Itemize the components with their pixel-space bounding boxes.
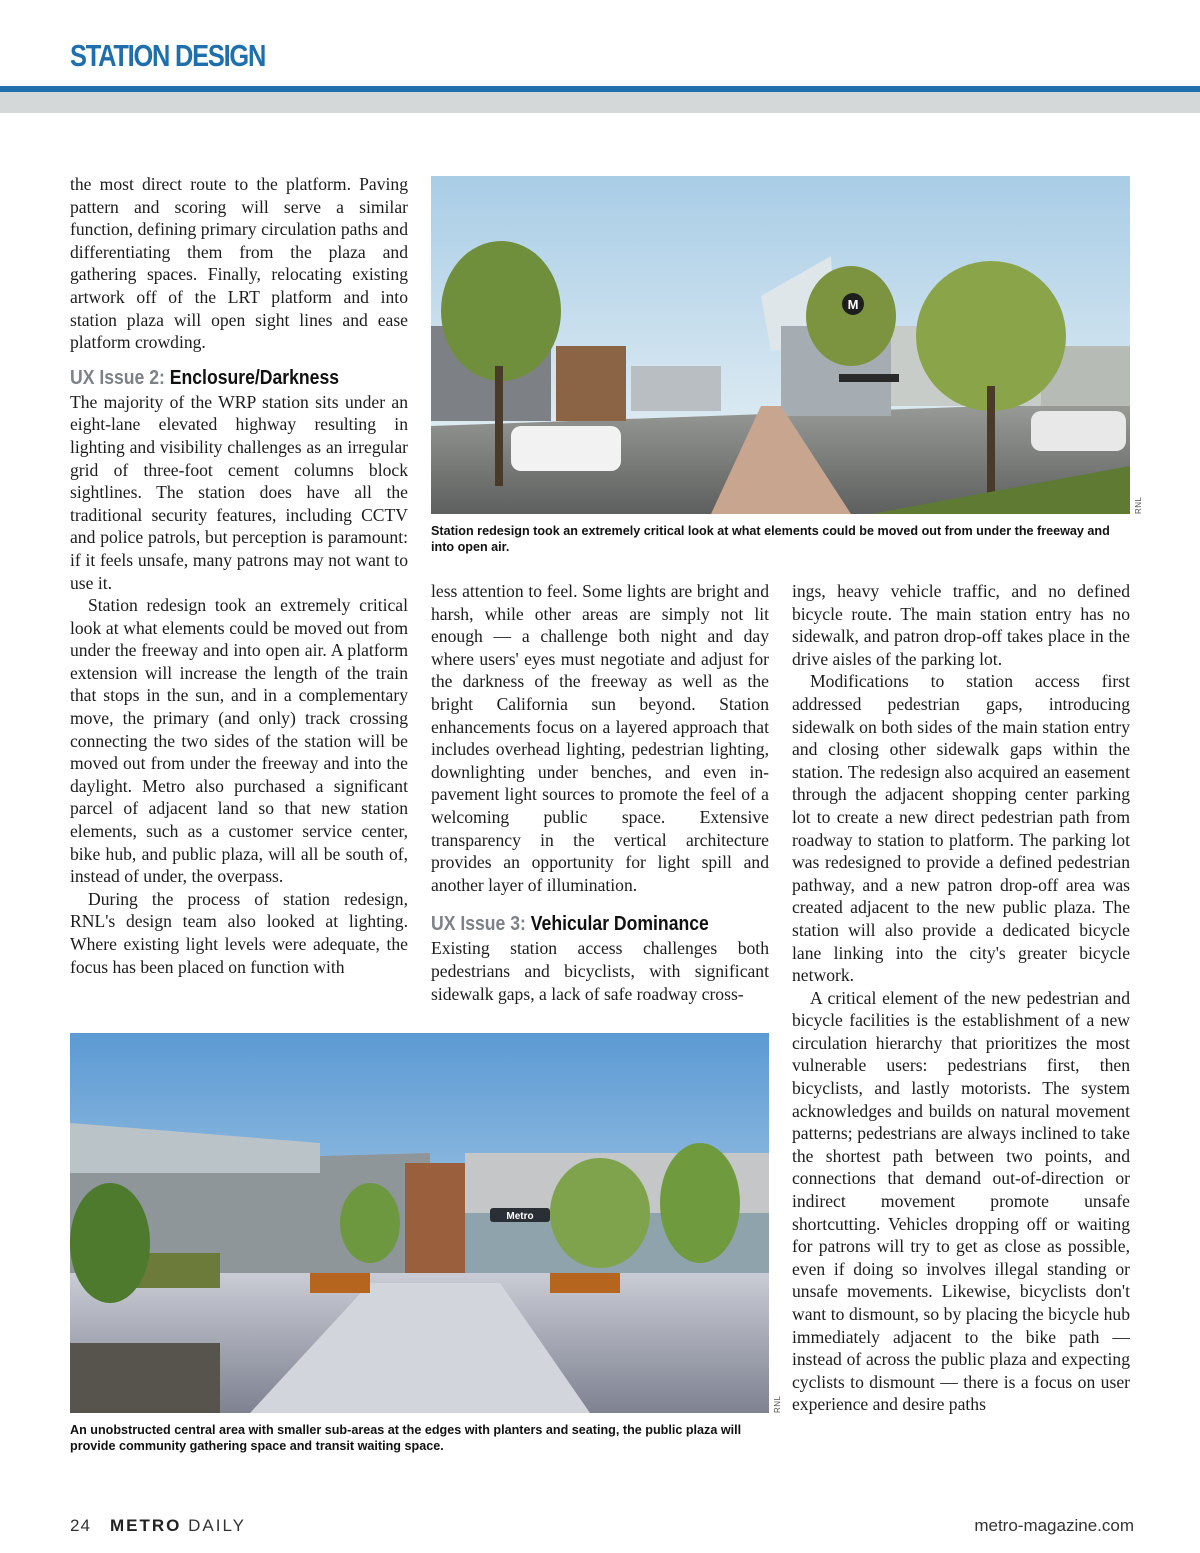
brand-light: DAILY [188, 1516, 246, 1535]
subhead-ux-issue-2 [70, 366, 367, 390]
paragraph: the most direct route to the platform. Paving pattern and scoring will serve a similar function, defining primary circulation paths and differentiating them from the plaza and gathering spaces. Finally, relocating existing artwork off of the LRT platform and into station plaza will open sight lines and ease platform crowding. [70, 174, 408, 353]
paragraph: Station redesign took an extremely critical look at what elements could be moved out from under the freeway and into open air. A platform extension will increase the length of the train that stops in the sun, and in a complementary move, the primary (and only) track crossing connecting the two sides of the station will be moved out from under the freeway and into the daylight. Metro also purchased a significant parcel of adjacent land so that new station elements, such as a customer service center, bike hub, and public plaza, will all be south of, instead of under, the overpass. [70, 595, 408, 887]
public-plaza-rendering-image [70, 1033, 769, 1413]
paragraph: Modifications to station access first addressed pedestrian gaps, introducing sidewalk on both sides of the main station entry and closing other sidewalk gaps within the station. The redesign also acquired an easement through the adjacent shopping center parking lot to create a new direct pedestrian path from roadway to station to platform. The parking lot was redesigned to provide a defined pedestrian pathway, and a new patron drop-off area was created adjacent to the new public plaza. The station will also provide a dedicated bicycle lane linking into the city's greater bicycle network. [792, 671, 1130, 986]
paragraph: Existing station access challenges both pedestrians and bicyclists, with significant sidewalk gaps, a lack of safe roadway cross- [431, 938, 769, 1004]
paragraph: ings, heavy vehicle traffic, and no defined bicycle route. The main station entry has no sidewalk, and patron drop-off takes place in the drive aisles of the parking lot. [792, 581, 1130, 669]
subhead-ux-issue-3 [431, 912, 728, 936]
metro-sign-letter: M [847, 297, 859, 312]
article-column-1 [70, 173, 408, 978]
subhead-title: Enclosure/Darkness [169, 366, 340, 389]
paragraph: A critical element of the new pedestrian and bicycle facilities is the establishment of a new circulation hierarchy that prioritizes the most vulnerable users: pedestrians first, then bicyclists, and lastly motorists. The system acknowledges and builds on natural movement patterns; pedestrians are always inclined to take the shortest path between two points, and connections that demand out-of-direction or indirect movement promote unsafe shortcutting. Vehicles dropping off or waiting for patrons will try to get as close as possible, even if doing so involves illegal standing or unsafe movements. Likewise, bicyclists don't want to dismount, so by placing the bicycle hub immediately adjacent to the bike path — instead of across the public plaza and expecting cyclists to dismount — there is a focus on user experience and desire paths [792, 987, 1130, 1415]
subhead-number: UX Issue 3: [431, 913, 526, 936]
photo-credit: RNL [773, 1395, 782, 1413]
paragraph: During the process of station redesign, RNL's design team also looked at lighting. Where existing light levels were adequate, the focus has been placed on function with [70, 888, 408, 977]
metro-sign-text: Metro [506, 1211, 534, 1222]
paragraph: The majority of the WRP station sits under an eight-lane elevated highway resulting in lighting and visibility challenges as an irregular grid of three-foot cement columns block sightlines. The station does have all the traditional security features, including CCTV and police patrols, but perception is paramount: if it feels unsafe, many patrons may not want to use it. [70, 391, 408, 593]
figure-caption: An unobstructed central area with smaller sub-areas at the edges with planters and seating, the public plaza will provide community gathering space and transit waiting space. [70, 1423, 742, 1453]
station-rendering-parking-image [431, 176, 1130, 514]
section-title: STATION DESIGN [70, 38, 266, 73]
paragraph: less attention to feel. Some lights are bright and harsh, while other areas are simply not lit enough — a challenge both night and day where users' eyes must negotiate and adjust for the darkness of the freeway as well as the bright California sun beyond. Station enhancements focus on a layered approach that includes overhead lighting, pedestrian lighting, downlighting under benches, and even in-pavement light sources to promote the feel of a welcoming public space. Extensive transparency in the vertical architecture provides an opportunity for light spill and another layer of illumination. [431, 581, 769, 895]
publication-name [110, 1516, 246, 1536]
photo-credit: RNL [1134, 496, 1143, 514]
header-rule-gray [0, 92, 1200, 113]
page-number: 24 [70, 1516, 91, 1535]
figure-caption: Station redesign took an extremely critical look at what elements could be moved out from under the freeway and into open air. [431, 524, 1110, 554]
article-column-2 [431, 580, 769, 1005]
website-url: metro-magazine.com [974, 1516, 1134, 1535]
article-column-3 [792, 580, 1130, 1416]
brand-bold: METRO [110, 1516, 182, 1535]
subhead-number: UX Issue 2: [70, 366, 165, 389]
subhead-title: Vehicular Dominance [530, 913, 709, 936]
